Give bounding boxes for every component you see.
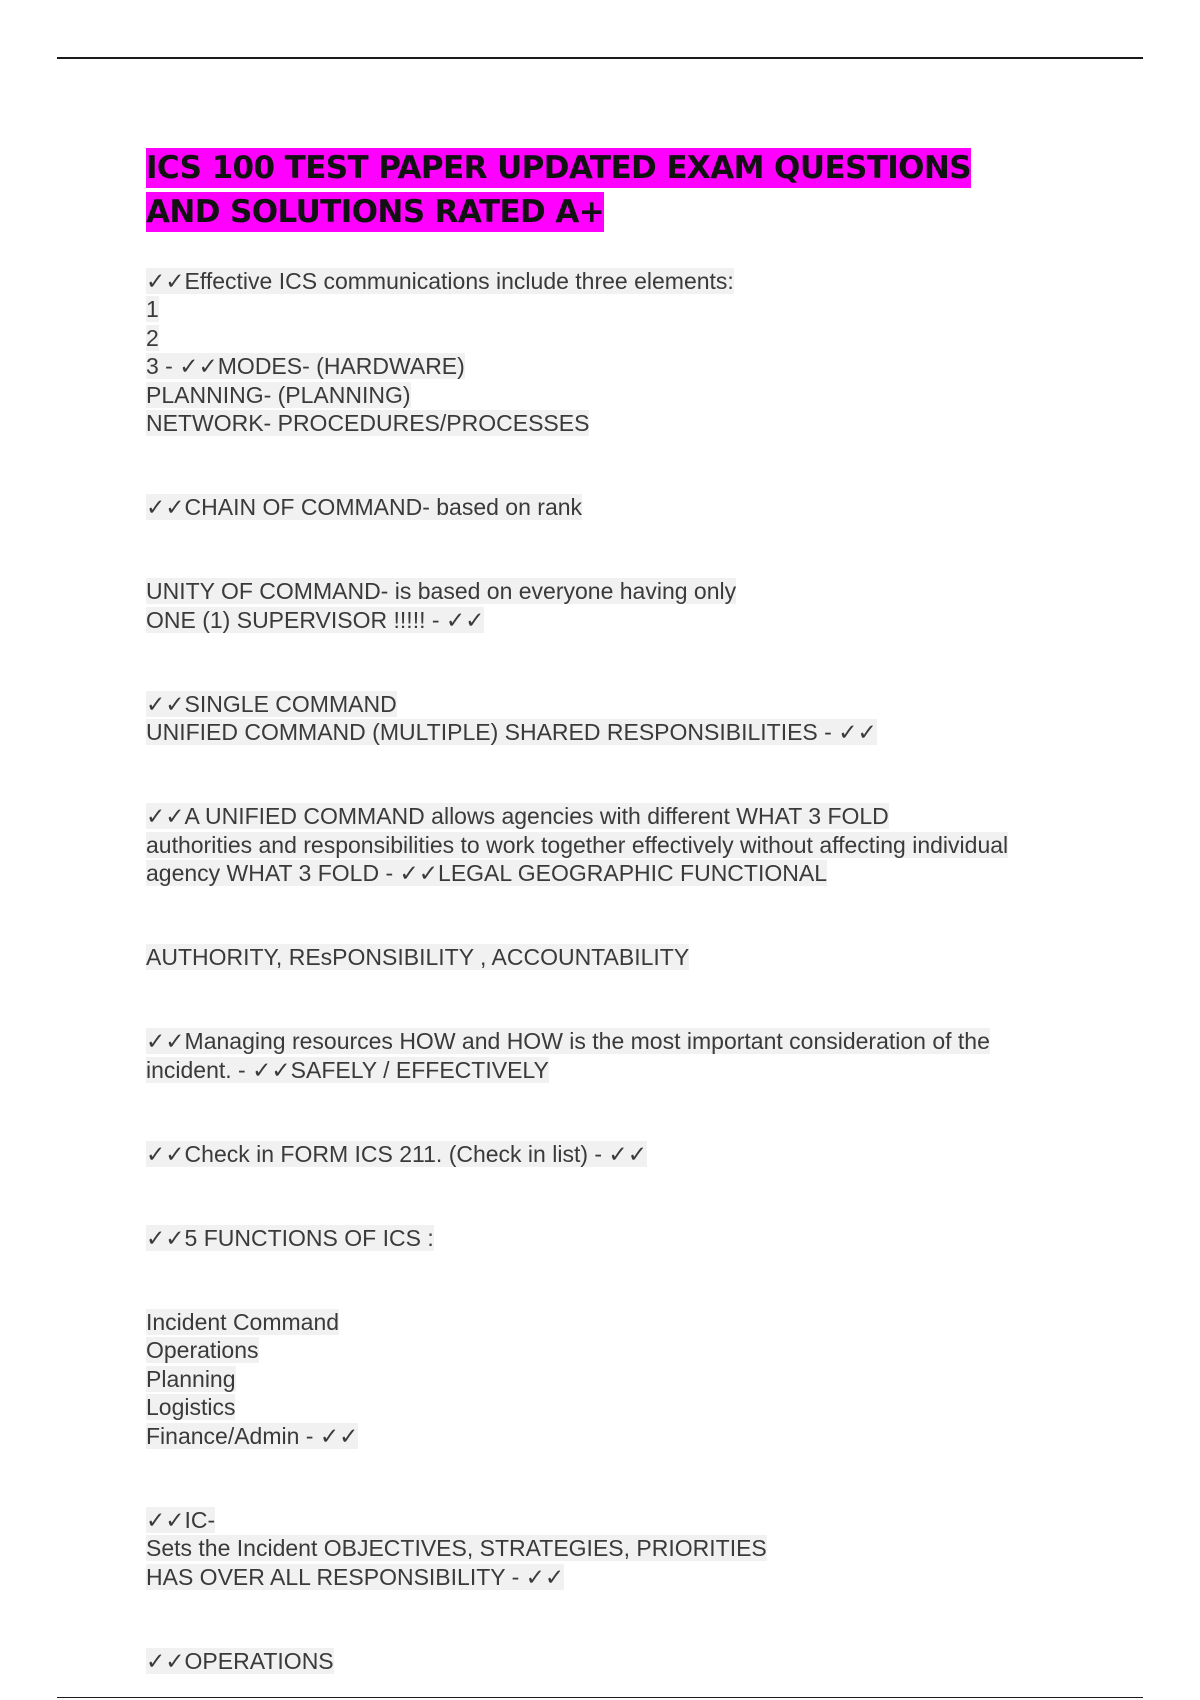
block-text: UNITY OF COMMAND- is based on everyone having only ONE (1) SUPERVISOR !!!!! - ✓✓: [146, 578, 737, 633]
text-block: [146, 1279, 1086, 1450]
text-block: [146, 1195, 1086, 1252]
text-block: [146, 465, 1086, 522]
text-block: [146, 774, 1086, 888]
text-block: [146, 238, 1086, 438]
block-text: Incident Command Operations Planning Logistics Finance/Admin - ✓✓: [146, 1308, 359, 1449]
text-block: [146, 661, 1086, 747]
block-text: ✓✓IC- Sets the Incident OBJECTIVES, STRATEGIES, PRIORITIES HAS OVER ALL RESPONSIBILITY - ✓✓: [146, 1506, 767, 1590]
bottom-rule: [57, 1697, 1143, 1698]
document-title: ICS 100 TEST PAPER UPDATED EXAM QUESTIONS AND SOLUTIONS RATED A+: [146, 150, 971, 230]
document-body: [146, 146, 1086, 1675]
block-text: ✓✓5 FUNCTIONS OF ICS :: [146, 1224, 434, 1251]
text-block: [146, 549, 1086, 635]
text-block: [146, 1618, 1086, 1675]
block-text: ✓✓CHAIN OF COMMAND- based on rank: [146, 494, 583, 520]
block-text: ✓✓OPERATIONS: [146, 1647, 334, 1674]
text-block: [146, 999, 1086, 1085]
block-text: ✓✓SINGLE COMMAND UNIFIED COMMAND (MULTIPLE) SHARED RESPONSIBILITIES - ✓✓: [146, 690, 877, 745]
block-text: ✓✓A UNIFIED COMMAND allows agencies with different WHAT 3 FOLD authorities and responsibilities to work together effectively without affecting individual agency WHAT 3 FOLD - ✓✓LEGAL GEOGRAPHIC FUNCTIONAL: [146, 803, 1009, 886]
block-text: ✓✓Check in FORM ICS 211. (Check in list) - ✓✓: [146, 1140, 647, 1167]
block-text: ✓✓Effective ICS communications include three elements: 1 2 3 - ✓✓MODES- (HARDWARE) PLANNING- (PLANNING) NETWORK- PROCEDURES/PROCESSES: [146, 267, 734, 436]
text-block: [146, 1111, 1086, 1168]
text-block: [146, 1477, 1086, 1591]
text-block: [146, 915, 1086, 972]
title-container: [146, 146, 1026, 234]
top-rule: [57, 57, 1143, 59]
block-text: AUTHORITY, REsPONSIBILITY , ACCOUNTABILITY: [146, 944, 690, 970]
block-text: ✓✓Managing resources HOW and HOW is the most important consideration of the incident. - ✓✓SAFELY / EFFECTIVELY: [146, 1028, 990, 1083]
